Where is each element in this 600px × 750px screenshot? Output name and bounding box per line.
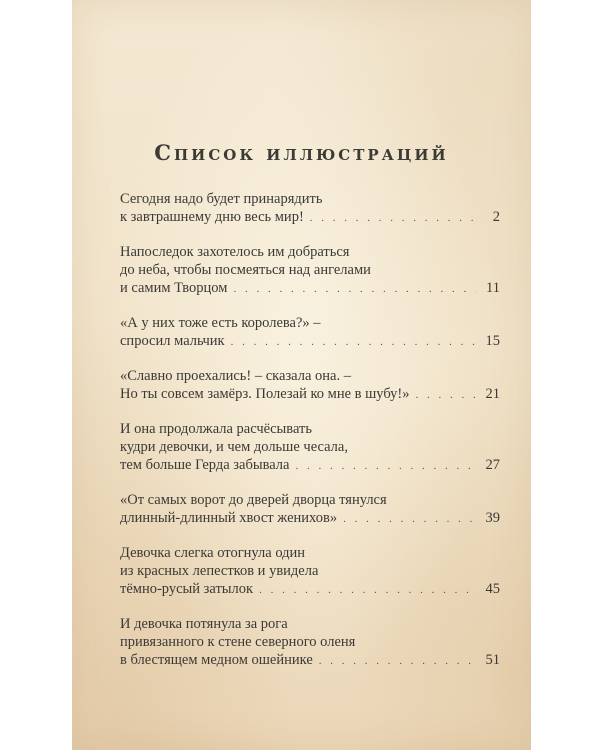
entry-last-line [120,580,500,599]
entry-text: длинный-длинный хвост женихов» [120,510,338,526]
page-number: 39 [485,510,500,526]
entry-last-line [120,509,500,528]
dot-leader [295,457,476,475]
entry-line: привязанного к стене северного оленя [120,634,356,650]
entry-last-line [120,279,500,298]
entry-text: в блестящем медном ошейнике [120,652,313,668]
entry-text: тем больше Герда забывала [120,457,290,473]
page-title: Список иллюстраций [154,140,449,165]
page-number: 15 [485,333,500,349]
page-number: 27 [485,457,500,473]
entry-text: Но ты совсем замёрз. Полезай ко мне в шубу!» [120,386,410,402]
dot-leader [231,333,476,351]
page-number: 21 [485,386,500,402]
entry-text: к завтрашнему дню весь мир! [120,209,304,225]
entry-line: из красных лепестков и увидела [120,563,319,579]
page-number: 51 [485,652,500,668]
entry-last-line [120,456,500,475]
list-item [120,491,500,528]
entry-line: «А у них тоже есть королева?» – [120,315,321,331]
entry-last-line [120,385,500,404]
dot-leader [310,209,476,227]
entry-text: спросил мальчик [120,333,225,349]
illustrations-list [120,190,500,686]
list-item [120,544,500,599]
entry-line: «От самых ворот до дверей дворца тянулся [120,492,387,508]
list-item [120,420,500,475]
dot-leader [319,652,476,670]
entry-last-line [120,208,500,227]
page-number: 45 [485,581,500,597]
list-item [120,615,500,670]
list-item [120,314,500,351]
entry-last-line [120,651,500,670]
entry-line: Сегодня надо будет принарядить [120,191,323,207]
book-page [72,0,531,750]
entry-text: тёмно-русый затылок [120,581,254,597]
entry-last-line [120,332,500,351]
dot-leader [233,280,476,298]
entry-line: И она продолжала расчёсывать [120,421,312,437]
list-item [120,190,500,227]
entry-line: Девочка слегка отогнула один [120,545,306,561]
page-number: 11 [486,280,500,296]
list-item [120,367,500,404]
entry-line: «Славно проехались! – сказала она. – [120,368,351,384]
dot-leader [259,581,476,599]
entry-line: до неба, чтобы посмеяться над ангелами [120,262,371,278]
dot-leader [415,386,476,404]
page-number: 2 [492,209,500,225]
entry-text: и самим Творцом [120,280,228,296]
entry-line: И девочка потянула за рога [120,616,288,632]
entry-line: Напоследок захотелось им добраться [120,244,350,260]
list-item [120,243,500,298]
entry-line: кудри девочки, и чем дольше чесала, [120,439,348,455]
dot-leader [343,510,476,528]
